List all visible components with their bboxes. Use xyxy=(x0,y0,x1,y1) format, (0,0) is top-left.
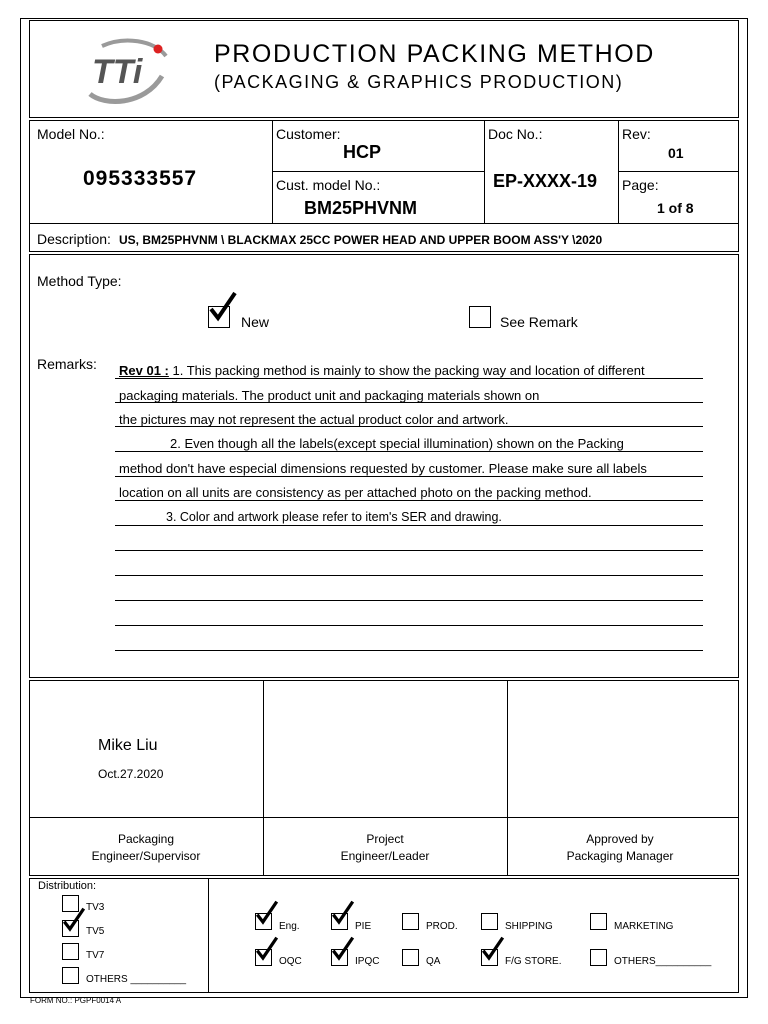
sign-date: Oct.27.2020 xyxy=(98,767,164,781)
role-line: Engineer/Supervisor xyxy=(91,849,201,863)
eng-label: Eng. xyxy=(279,921,300,932)
see-remark-label: See Remark xyxy=(500,314,578,330)
remark-line-6: location on all units are consistency as per attached photo on the packing method. xyxy=(119,485,592,500)
rev-value: 01 xyxy=(668,145,684,161)
qa-label: QA xyxy=(426,956,441,967)
marketing-checkbox[interactable] xyxy=(590,913,607,930)
fg-store-checkbox[interactable] xyxy=(481,949,498,966)
remark-line-3: the pictures may not represent the actual product color and artwork. xyxy=(119,412,509,427)
cust-model-label: Cust. model No.: xyxy=(276,177,381,193)
others-left-checkbox[interactable] xyxy=(62,967,79,984)
rev-prefix: Rev 01 : xyxy=(119,363,169,378)
check-icon xyxy=(207,291,239,323)
role-packaging-engineer xyxy=(29,831,263,865)
new-label: New xyxy=(241,314,270,330)
remark-line-7: 3. Color and artwork please refer to item's SER and drawing. xyxy=(166,510,502,524)
marketing-label: MARKETING xyxy=(614,921,674,932)
others-right-label: OTHERS__________ xyxy=(614,956,712,967)
model-label: Model No.: xyxy=(37,126,105,142)
role-packaging-manager xyxy=(507,831,733,865)
tv7-label: TV7 xyxy=(86,950,105,961)
description-value: US, BM25PHVNM \ BLACKMAX 25CC POWER HEAD AND UPPER BOOM ASS'Y \2020 xyxy=(119,233,603,247)
new-checkbox[interactable] xyxy=(208,306,230,328)
role-line: Engineer/Leader xyxy=(340,849,430,863)
prod-label: PROD. xyxy=(426,921,458,932)
fg-store-label: F/G STORE. xyxy=(505,956,562,967)
prod-checkbox[interactable] xyxy=(402,913,419,930)
doc-label: Doc No.: xyxy=(488,126,543,142)
cust-model-value: BM25PHVNM xyxy=(304,198,418,218)
oqc-label: OQC xyxy=(279,956,302,967)
tv3-label: TV3 xyxy=(86,902,105,913)
see-remark-checkbox[interactable] xyxy=(469,306,491,328)
role-line: Project xyxy=(366,832,404,846)
page-label: Page: xyxy=(622,177,659,193)
remark-line-5: method don't have especial dimensions requested by customer. Please make sure all labels xyxy=(119,461,647,476)
role-line: Packaging xyxy=(117,832,175,846)
page-value: 1 of 8 xyxy=(657,200,694,216)
rev-label: Rev: xyxy=(622,126,651,142)
page-title: PRODUCTION PACKING METHOD xyxy=(214,40,655,68)
pie-checkbox[interactable] xyxy=(331,913,348,930)
role-project-engineer xyxy=(263,831,507,865)
model-value: 095333557 xyxy=(83,167,198,190)
form-number: FORM NO.: PGPF0014 A xyxy=(30,996,122,1005)
customer-value: HCP xyxy=(343,142,382,162)
doc-value: EP-XXXX-19 xyxy=(493,171,598,191)
signer-name: Mike Liu xyxy=(98,737,158,754)
description-label: Description: xyxy=(37,231,111,247)
others-left-label: OTHERS __________ xyxy=(86,974,187,985)
page-subtitle: (PACKAGING & GRAPHICS PRODUCTION) xyxy=(214,72,624,92)
remark-line-1 xyxy=(119,363,645,378)
pie-label: PIE xyxy=(355,921,372,932)
check-icon xyxy=(330,936,356,962)
shipping-label: SHIPPING xyxy=(505,921,553,932)
qa-checkbox[interactable] xyxy=(402,949,419,966)
tv5-checkbox[interactable] xyxy=(62,920,79,937)
remark-line-2: packaging materials. The product unit and packaging materials shown on xyxy=(119,388,540,403)
remarks-label: Remarks: xyxy=(37,356,97,372)
eng-checkbox[interactable] xyxy=(255,913,272,930)
remark-line-1-text: 1. This packing method is mainly to show the packing way and location of different xyxy=(168,363,645,378)
logo-text: TTi xyxy=(92,53,143,91)
oqc-checkbox[interactable] xyxy=(255,949,272,966)
company-logo xyxy=(84,36,170,106)
others-right-checkbox[interactable] xyxy=(590,949,607,966)
role-line: Approved by xyxy=(586,832,654,846)
shipping-checkbox[interactable] xyxy=(481,913,498,930)
check-icon xyxy=(254,900,280,926)
tv7-checkbox[interactable] xyxy=(62,943,79,960)
tv5-label: TV5 xyxy=(86,926,105,937)
check-icon xyxy=(330,900,356,926)
distribution-label: Distribution: xyxy=(38,880,97,892)
ipqc-label: IPQC xyxy=(355,956,380,967)
role-line: Packaging Manager xyxy=(566,849,674,863)
check-icon xyxy=(61,907,87,933)
method-type-label: Method Type: xyxy=(37,273,122,289)
check-icon xyxy=(480,936,506,962)
customer-label: Customer: xyxy=(276,126,341,142)
check-icon xyxy=(254,936,280,962)
ipqc-checkbox[interactable] xyxy=(331,949,348,966)
remark-line-4: 2. Even though all the labels(except special illumination) shown on the Packing xyxy=(170,436,624,451)
